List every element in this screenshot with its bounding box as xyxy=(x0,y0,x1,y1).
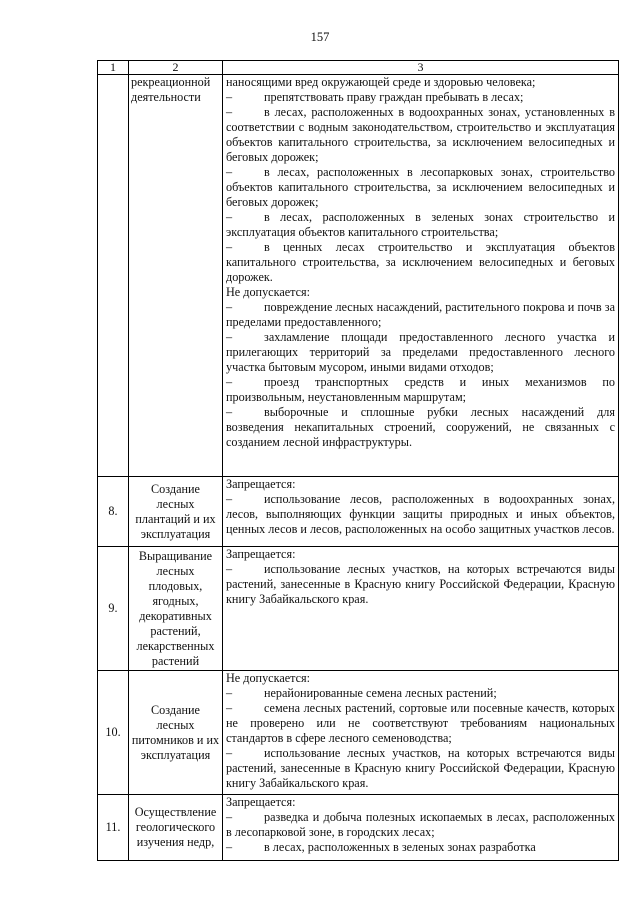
dash-bullet: – xyxy=(226,90,233,104)
list-item-text: использование лесов, расположенных в водоохранных зонах, лесов, выполняющих функции защиты природных и иных объектов, ценных лесов и лесов, расположенных на особо защитных участков лесов. xyxy=(226,492,615,536)
dash-list-item xyxy=(226,105,615,165)
list-item-text: выборочные и сплошные рубки лесных насаждений для возведения некапитальных строений, сооружений, не связанных с созданием лесной инфраструктуры. xyxy=(226,405,615,449)
dash-bullet: – xyxy=(226,165,233,179)
table-body xyxy=(98,75,619,861)
dash-list-item xyxy=(226,405,615,450)
list-item-text: нерайонированные семена лесных растений; xyxy=(264,686,497,700)
dash-bullet: – xyxy=(226,240,233,254)
dash-list-item xyxy=(226,240,615,285)
list-item-text: разведка и добыча полезных ископаемых в лесах, расположенных в лесопарковой зоне, в городских лесах; xyxy=(226,810,615,839)
dash-list-item xyxy=(226,330,615,375)
header-cell-3: 3 xyxy=(223,61,619,75)
restrictions-cell xyxy=(223,671,619,795)
page-number: 157 xyxy=(310,30,330,44)
list-item-text: в лесах, расположенных в зеленых зонах строительство и эксплуатация объектов капитального строительства; xyxy=(226,210,615,239)
paragraph-line: Запрещается: xyxy=(226,795,296,809)
activity-name: Выращивание лесных плодовых, ягодных, декоративных растений, лекарственных растений xyxy=(129,547,223,671)
list-item-text: в лесах, расположенных в зеленых зонах разработка xyxy=(264,840,536,854)
list-item-text: захламление площади предоставленного лесного участка и прилегающих территорий за пределами предоставленного лесного участка бытовым мусором, иными видами отходов; xyxy=(226,330,615,374)
paragraph-line: Запрещается: xyxy=(226,477,296,491)
paragraph-line: Не допускается: xyxy=(226,285,311,299)
activity-name: Осуществление геологического изучения недр, xyxy=(129,795,223,861)
restrictions-cell xyxy=(223,75,619,477)
dash-bullet: – xyxy=(226,701,233,715)
restrictions-cell xyxy=(223,477,619,547)
list-item-text: в лесах, расположенных в лесопарковых зонах, строительство объектов капитального строительства, за исключением велосипедных и беговых дорожек; xyxy=(226,165,615,209)
list-item-text: использование лесных участков, на которых встречаются виды растений, занесенные в Красную книгу Российской Федерации, Красную книгу Забайкальского края. xyxy=(226,562,615,606)
list-item-text: проезд транспортных средств и иных механизмов по произвольным, неустановленным маршрутам; xyxy=(226,375,615,404)
dash-bullet: – xyxy=(226,105,233,119)
dash-bullet: – xyxy=(226,810,233,824)
table-row xyxy=(98,75,619,477)
dash-bullet: – xyxy=(226,330,233,344)
dash-list-item xyxy=(226,701,615,746)
restrictions-cell xyxy=(223,795,619,861)
row-number xyxy=(98,75,129,477)
dash-bullet: – xyxy=(226,210,233,224)
dash-list-item xyxy=(226,375,615,405)
dash-list-item xyxy=(226,492,615,537)
dash-list-item xyxy=(226,165,615,210)
row-number: 9. xyxy=(98,547,129,671)
dash-bullet: – xyxy=(226,300,233,314)
paragraph-line: Не допускается: xyxy=(226,671,311,685)
dash-list-item xyxy=(226,686,615,701)
dash-list-item xyxy=(226,210,615,240)
paragraph-line: Запрещается: xyxy=(226,547,296,561)
dash-list-item xyxy=(226,562,615,607)
dash-bullet: – xyxy=(226,405,233,419)
paragraph-line: наносящими вред окружающей среде и здоровью человека; xyxy=(226,75,536,89)
table-row xyxy=(98,547,619,671)
table-row xyxy=(98,795,619,861)
dash-bullet: – xyxy=(226,746,233,760)
list-item-text: в лесах, расположенных в водоохранных зонах, установленных в соответствии с водным законодательством, строительство и эксплуатация объектов капитального строительства, за исключением велосипедных и беговых дорожек; xyxy=(226,105,615,164)
header-cell-1: 1 xyxy=(98,61,129,75)
dash-list-item xyxy=(226,746,615,791)
dash-list-item xyxy=(226,300,615,330)
list-item-text: использование лесных участков, на которых встречаются виды растений, занесенные в Красную книгу Российской Федерации, Красную книгу Забайкальского края. xyxy=(226,746,615,790)
list-item-text: препятствовать праву граждан пребывать в лесах; xyxy=(264,90,524,104)
list-item-text: повреждение лесных насаждений, растительного покрова и почв за пределами предоставленного; xyxy=(226,300,615,329)
activity-name: Создание лесных питомников и их эксплуатация xyxy=(129,671,223,795)
row-number: 8. xyxy=(98,477,129,547)
dash-bullet: – xyxy=(226,686,233,700)
table-header-row xyxy=(98,61,619,75)
dash-list-item xyxy=(226,840,615,855)
dash-bullet: – xyxy=(226,840,233,854)
regulations-table xyxy=(97,60,619,861)
row-number: 10. xyxy=(98,671,129,795)
dash-bullet: – xyxy=(226,562,233,576)
table-row xyxy=(98,477,619,547)
activity-name: Создание лесных плантаций и их эксплуатация xyxy=(129,477,223,547)
dash-list-item xyxy=(226,810,615,840)
list-item-text: в ценных лесах строительство и эксплуатация объектов капитального строительства, за исключением велосипедных и беговых дорожек. xyxy=(226,240,615,284)
table-row xyxy=(98,671,619,795)
dash-bullet: – xyxy=(226,375,233,389)
header-cell-2: 2 xyxy=(129,61,223,75)
dash-list-item xyxy=(226,90,615,105)
dash-bullet: – xyxy=(226,492,233,506)
row-number: 11. xyxy=(98,795,129,861)
restrictions-cell xyxy=(223,547,619,671)
activity-name: рекреационной деятельности xyxy=(129,75,223,477)
list-item-text: семена лесных растений, сортовые или посевные качеств, которых не проверено или не соответствуют требованиям национальных стандартов в сфере лесного семеноводства; xyxy=(226,701,615,745)
